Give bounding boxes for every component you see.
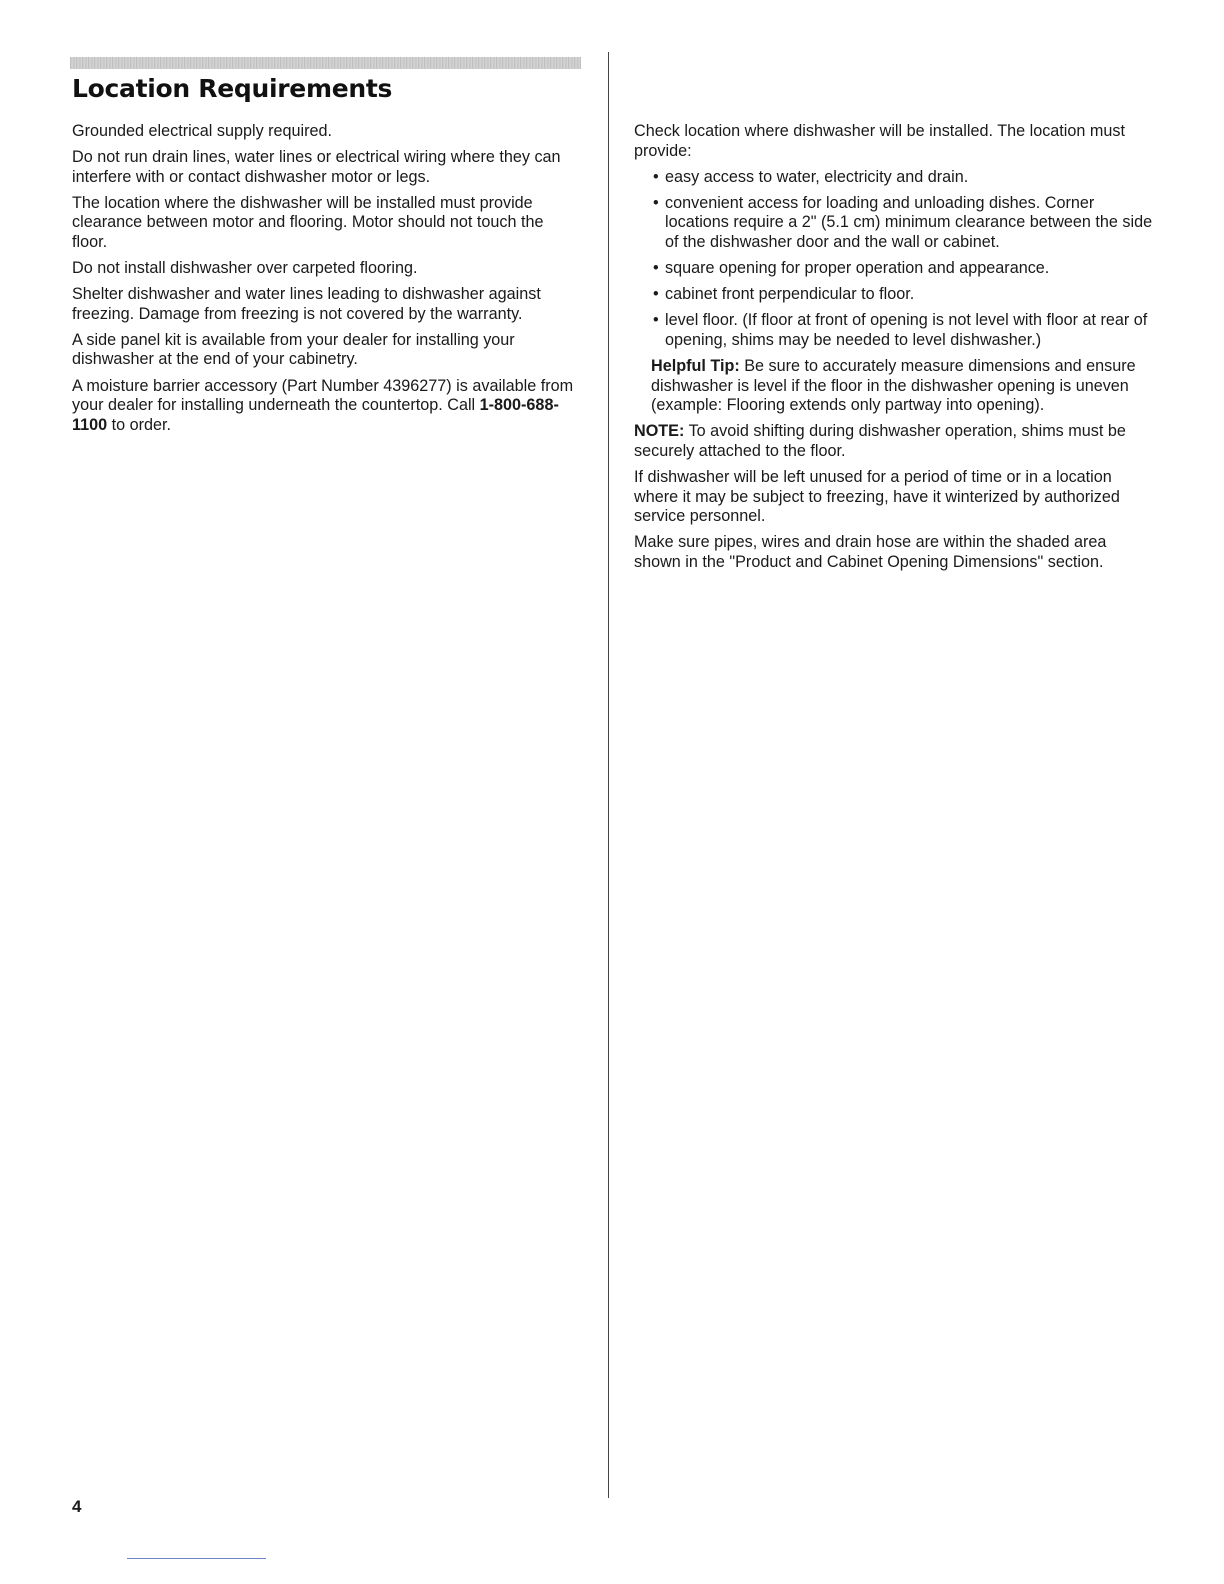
note-text: To avoid shifting during dishwasher operation, shims must be securely attached to the floor. [634,422,1126,460]
section-title: Location Requirements [72,74,393,103]
paragraph-carpet: Do not install dishwasher over carpeted flooring. [72,259,418,278]
list-item: • level floor. (If floor at front of opening is not level with floor at rear of opening, shims may be needed to level dishwasher.) [634,311,1154,350]
left-column [72,122,582,442]
paragraph-winterize: If dishwasher will be left unused for a period of time or in a location where it may be subject to freezing, have it winterized by authorized service personnel. [634,467,1120,526]
list-item: • cabinet front perpendicular to floor. [634,285,1154,305]
paragraph-moisture-barrier [72,377,582,436]
list-item: • easy access to water, electricity and drain. [634,168,1154,188]
phone-number: 1-800-688-1100 [72,396,559,434]
paragraph-grounded-supply: Grounded electrical supply required. [72,122,333,140]
column-divider [608,52,609,1498]
paragraph-freezing: Shelter dishwasher and water lines leading to dishwasher against freezing. Damage from freezing is not covered by the warranty. [72,285,541,323]
paragraph-check-location: Check location where dishwasher will be installed. The location must provide: [634,122,1125,160]
moisture-barrier-text: A moisture barrier accessory (Part Number 4396277) is available from your dealer for installing underneath the countertop. Call [72,376,574,415]
page-number: 4 [72,1497,82,1516]
helpful-tip-label: Helpful Tip: [651,356,740,375]
helpful-tip-text: Be sure to accurately measure dimensions and ensure dishwasher is level if the floor in the dishwasher opening is uneven (example: Flooring extends only partway into opening). [651,356,1136,415]
list-item: • convenient access for loading and unloading dishes. Corner locations require a 2" (5.1 cm) minimum clearance between the side of the dishwasher door and the wall or cabinet. [634,194,1154,253]
requirements-list [634,168,1154,351]
bottom-rule [127,1558,266,1559]
helpful-tip [634,357,1154,416]
paragraph-clearance: The location where the dishwasher will be installed must provide clearance between motor and flooring. Motor should not touch the floor. [72,193,544,251]
section-header-bar [70,57,581,69]
paragraph-shaded-area: Make sure pipes, wires and drain hose are within the shaded area shown in the "Product and Cabinet Opening Dimensions" section. [634,533,1107,571]
paragraph-side-panel-kit: A side panel kit is available from your dealer for installing your dishwasher at the end of your cabinetry. [72,330,515,369]
note [634,422,1154,461]
moisture-barrier-end: to order. [107,415,172,434]
paragraph-drain-lines: Do not run drain lines, water lines or electrical wiring where they can interfere with or contact dishwasher motor or legs. [72,148,561,186]
right-column [634,122,1154,579]
note-label: NOTE: [634,422,685,441]
list-item: • square opening for proper operation and appearance. [634,259,1154,279]
